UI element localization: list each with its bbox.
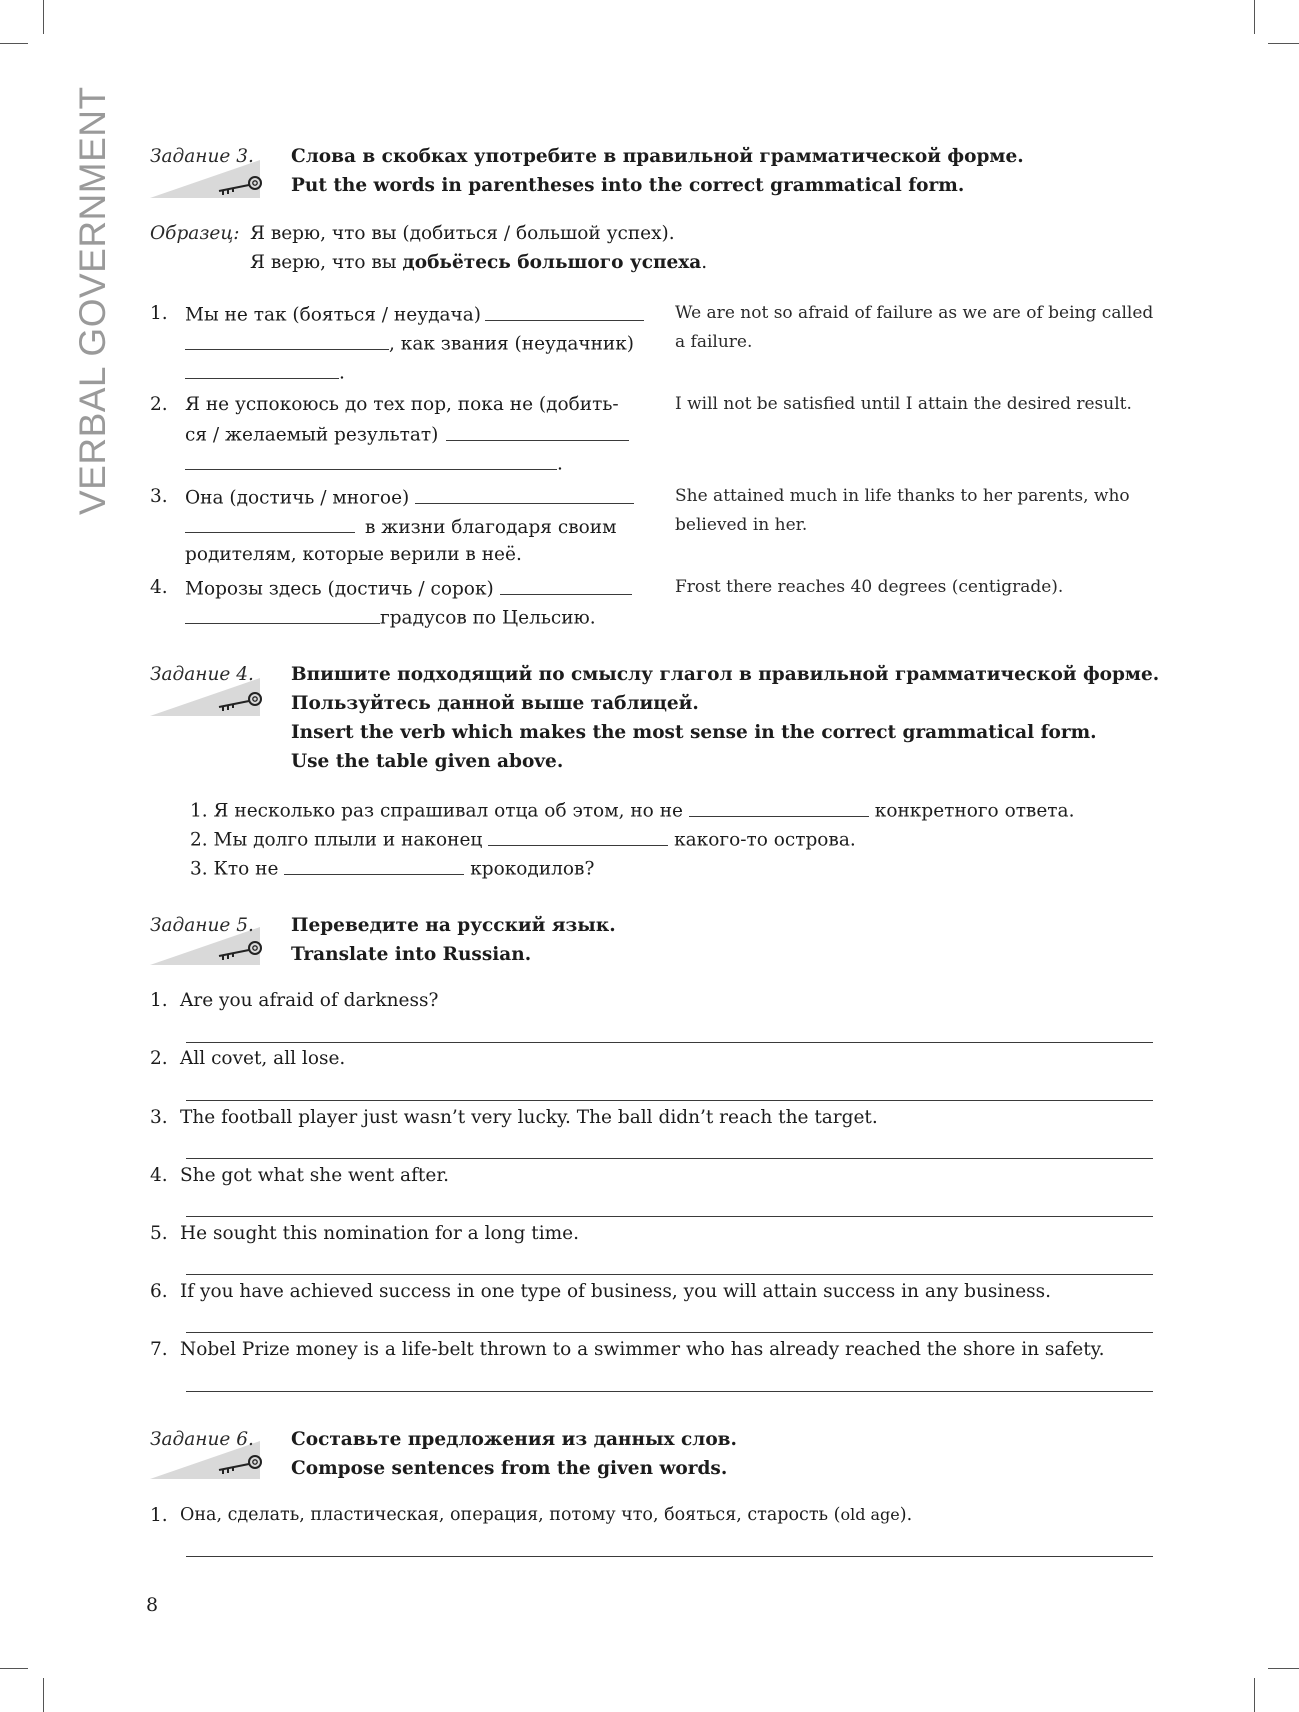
task3-instruction-en: Put the words in parentheses into the correct grammatical form. — [291, 175, 965, 196]
crop-mark — [1268, 1668, 1299, 1669]
task4-item-1: 1. Я несколько раз спрашивал отца об этом, но не конкретного ответа. — [190, 800, 1075, 822]
task3-item-1-line3: . — [185, 361, 345, 384]
task5-item-text: The football player just wasn’t very lucky. The ball didn’t reach the target. — [180, 1107, 878, 1128]
crop-mark — [0, 43, 28, 44]
answer-blank[interactable] — [689, 799, 869, 817]
task6-item-num: 1. — [150, 1505, 168, 1526]
side-title: VERBAL GOVERNMENT — [72, 86, 113, 515]
task3-item-1-line1: Мы не так (бояться / неудача) — [185, 303, 644, 326]
answer-line[interactable] — [186, 1216, 1153, 1217]
key-icon — [215, 939, 265, 961]
task4-instruction-ru-1: Впишите подходящий по смыслу глагол в правильной грамматической форме. — [291, 664, 1160, 685]
task6-instruction-ru: Составьте предложения из данных слов. — [291, 1429, 737, 1450]
task3-item-3-line1: Она (достичь / многое) — [185, 486, 634, 509]
key-icon — [215, 690, 265, 712]
page-number: 8 — [146, 1594, 159, 1616]
answer-line[interactable] — [186, 1332, 1153, 1333]
crop-mark — [0, 1668, 28, 1669]
task3-item-3-en1: She attained much in life thanks to her parents, who — [675, 486, 1130, 506]
answer-line[interactable] — [186, 1556, 1153, 1557]
task3-item-3-en2: believed in her. — [675, 515, 808, 535]
task5-item-num: 5. — [150, 1223, 168, 1244]
key-icon — [215, 174, 265, 196]
task5-item-num: 4. — [150, 1165, 168, 1186]
task3-item-3-line3: родителям, которые верили в неё. — [185, 544, 522, 565]
task3-item-4-line2: градусов по Цельсию. — [185, 606, 596, 629]
task3-item-num: 1. — [150, 303, 168, 324]
task6-label: Задание 6. — [150, 1429, 254, 1450]
task5-item-num: 6. — [150, 1281, 168, 1302]
crop-mark — [43, 1678, 44, 1712]
answer-line[interactable] — [186, 1042, 1153, 1043]
task5-item-text: All covet, all lose. — [180, 1048, 346, 1069]
task3-item-3-line2: в жизни благодаря своим — [185, 515, 616, 538]
answer-blank[interactable] — [185, 361, 339, 379]
task6-item-text: Она, сделать, пластическая, операция, потому что, бояться, старость (old age). — [180, 1505, 913, 1525]
answer-line[interactable] — [186, 1100, 1153, 1101]
task3-item-2-line2: ся / желаемый результат) — [185, 423, 629, 446]
task3-item-4-en1: Frost there reaches 40 degrees (centigrade). — [675, 577, 1064, 597]
task3-instruction-ru: Слова в скобках употребите в правильной грамматической форме. — [291, 146, 1024, 167]
task3-item-2-line3: . — [185, 452, 563, 475]
task3-item-1-line2: , как звания (неудачник) — [185, 332, 634, 355]
task3-item-2-en1: I will not be satisfied until I attain the desired result. — [675, 394, 1132, 414]
example-line-1: Я верю, что вы (добиться / большой успех). — [250, 223, 675, 244]
task5-item-text: She got what she went after. — [180, 1165, 450, 1186]
example-line-2: Я верю, что вы добьётесь большого успеха. — [250, 252, 708, 273]
task3-item-2-line1: Я не успокоюсь до тех пор, пока не (добить- — [185, 394, 619, 415]
task4-instruction-en-2: Use the table given above. — [291, 751, 564, 772]
answer-blank[interactable] — [185, 332, 389, 350]
task3-item-1-en2: a failure. — [675, 332, 753, 352]
answer-blank[interactable] — [415, 486, 634, 504]
task3-item-num: 3. — [150, 486, 168, 507]
answer-blank[interactable] — [485, 303, 644, 321]
crop-mark — [1268, 43, 1299, 44]
task5-item-num: 7. — [150, 1339, 168, 1360]
task5-item-text: Nobel Prize money is a life-belt thrown to a swimmer who has already reached the shore in safety. — [180, 1339, 1105, 1360]
answer-blank[interactable] — [284, 857, 464, 875]
task5-item-text: He sought this nomination for a long time. — [180, 1223, 579, 1244]
answer-blank[interactable] — [446, 423, 629, 441]
answer-line[interactable] — [186, 1274, 1153, 1275]
task4-item-3: 3. Кто не крокодилов? — [190, 858, 595, 880]
task5-item-num: 1. — [150, 990, 168, 1011]
answer-blank[interactable] — [500, 577, 632, 595]
crop-mark — [1254, 0, 1255, 34]
task3-item-1-en1: We are not so afraid of failure as we are of being called — [675, 303, 1154, 323]
task4-instruction-en-1: Insert the verb which makes the most sense in the correct grammatical form. — [291, 722, 1097, 743]
task3-item-4-line1: Морозы здесь (достичь / сорок) — [185, 577, 632, 600]
answer-blank[interactable] — [185, 606, 380, 624]
answer-blank[interactable] — [185, 452, 557, 470]
example-label: Образец: — [150, 223, 240, 244]
task6-instruction-en: Compose sentences from the given words. — [291, 1458, 728, 1479]
answer-blank[interactable] — [185, 515, 355, 533]
task3-item-num: 2. — [150, 394, 168, 415]
task4-label: Задание 4. — [150, 664, 254, 685]
crop-mark — [43, 0, 44, 34]
task3-item-num: 4. — [150, 577, 168, 598]
answer-blank[interactable] — [488, 828, 668, 846]
answer-line[interactable] — [186, 1158, 1153, 1159]
task5-instruction-en: Translate into Russian. — [291, 944, 532, 965]
task5-item-text: Are you afraid of darkness? — [180, 990, 439, 1011]
key-icon — [215, 1453, 265, 1475]
example-answer: добьётесь большого успеха — [402, 252, 702, 273]
task5-item-num: 3. — [150, 1107, 168, 1128]
answer-line[interactable] — [186, 1391, 1153, 1392]
task5-instruction-ru: Переведите на русский язык. — [291, 915, 616, 936]
task3-label: Задание 3. — [150, 146, 254, 167]
task5-label: Задание 5. — [150, 915, 254, 936]
task4-item-2: 2. Мы долго плыли и наконец какого-то острова. — [190, 829, 856, 851]
crop-mark — [1254, 1678, 1255, 1712]
task5-item-num: 2. — [150, 1048, 168, 1069]
task4-instruction-ru-2: Пользуйтесь данной выше таблицей. — [291, 693, 699, 714]
task5-item-text: If you have achieved success in one type of business, you will attain success in any business. — [180, 1281, 1052, 1302]
